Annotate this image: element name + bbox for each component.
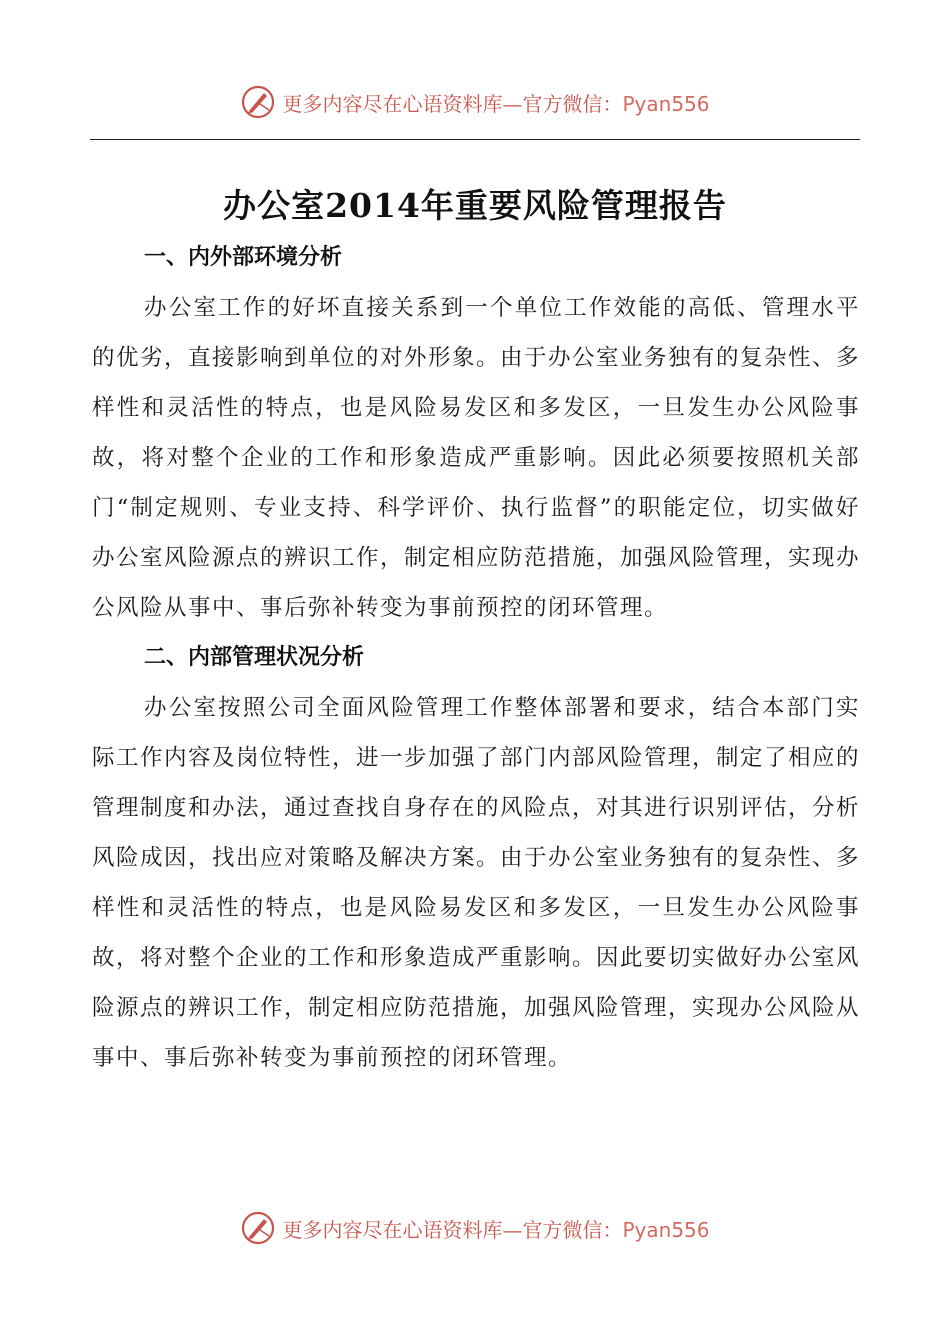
quill-pen-logo-icon [240,84,276,120]
section-1-heading: 一、内外部环境分析 [144,245,343,270]
document-title: 办公室2014年重要风险管理报告 [223,186,727,226]
section-2-paragraph: 办公室按照公司全面风险管理工作整体部署和要求，结合本部门实际工作内容及岗位特性，进一步加强了部门内部风险管理，制定了相应的管理制度和办法，通过查找自身存在的风险点，对其进行识别评估，分析风险成因，找出应对策略及解决方案。由于办公室业务独有的复杂性、多样性和灵活性的特点，也是风险易发区和多发区，一旦发生办公风险事故，将对整个企业的工作和形象造成严重影响。因此要切实做好办公室风险源点的辨识工作，制定相应防范措施，加强风险管理，实现办公风险从事中、事后弥补转变为事前预控的闭环管理。 [92,695,861,1071]
footer-banner-label: 更多内容尽在心语资料库—官方微信： [282,1217,623,1242]
header-banner-text [282,88,709,117]
footer-banner-text [282,1214,709,1243]
document-body [92,233,860,1083]
header-wechat-id: Pyan556 [622,91,710,116]
section-2-heading: 二、内部管理状况分析 [144,645,365,670]
section-1-paragraph: 办公室工作的好坏直接关系到一个单位工作效能的高低、管理水平的优劣，直接影响到单位的对外形象。由于办公室业务独有的复杂性、多样性和灵活性的特点，也是风险易发区和多发区，一旦发生办公风险事故，将对整个企业的工作和形象造成严重影响。因此必须要按照机关部门“制定规则、专业支持、科学评价、执行监督”的职能定位，切实做好办公室风险源点的辨识工作，制定相应防范措施，加强风险管理，实现办公风险从事中、事后弥补转变为事前预控的闭环管理。 [92,295,861,621]
header-banner-label: 更多内容尽在心语资料库—官方微信： [282,91,623,116]
header-banner [0,82,950,122]
quill-pen-logo-icon [240,1210,276,1246]
header-divider [90,139,860,140]
footer-banner [0,1208,950,1248]
footer-wechat-id: Pyan556 [622,1217,710,1242]
